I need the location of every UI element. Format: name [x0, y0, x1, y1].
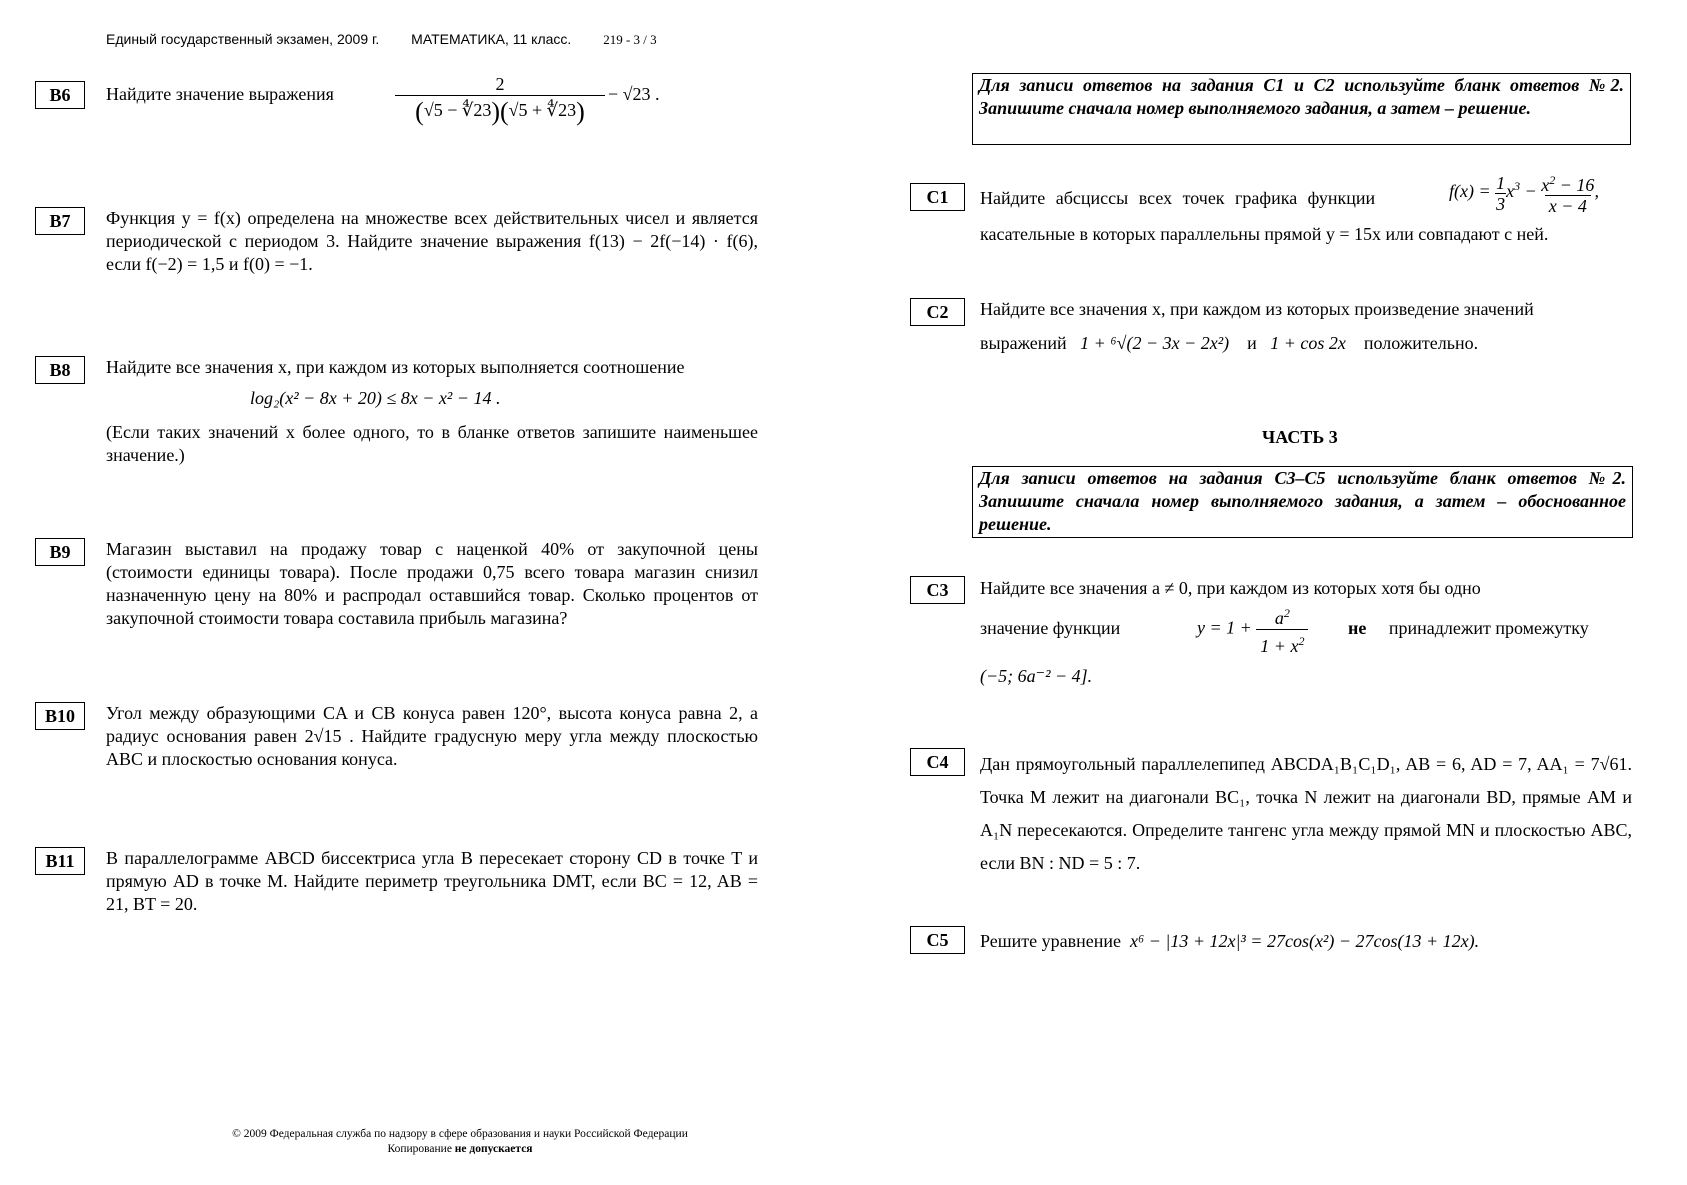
page-number: 219 - 3 / 3 — [603, 32, 657, 47]
c2-expr2: 1 + cos 2x — [1270, 333, 1346, 353]
b11-text: В параллелограмме ABCD биссектриса угла B пересекает сторону CD в точке T и прямую AD в точке M. Найдите периметр треугольника DMT, если BC = 12, AB = 21, BT = 20. — [106, 848, 758, 914]
footer-copy-forbidden: не допускается — [454, 1143, 533, 1155]
task-label-b6: B6 — [35, 81, 85, 109]
c2-expr1: 1 + ⁶√(2 − 3x − 2x²) — [1080, 333, 1230, 353]
footer-copy-line — [150, 1142, 770, 1157]
b6-denominator: (√5 − ∜23)(√5 + ∜23) — [395, 95, 605, 127]
task-label-b8: B8 — [35, 356, 85, 384]
b6-text: Найдите значение выражения — [106, 84, 334, 104]
b9-text: Магазин выставил на продажу товар с наценкой 40% от закупочной цены (стоимости единицы товара). После продажи 0,75 всего товара магазин снизил назначенную цену на 80% и распродал оставшийся товар. Сколько процентов от закупочной стоимости товара составила прибыль магазина? — [106, 539, 758, 628]
c3-interval: (−5; 6a⁻² − 4]. — [980, 666, 1093, 686]
c3-function: $y = 1 + a^2$ $1 + x^2$ — [1197, 602, 1308, 657]
task-label-c2: C2 — [910, 298, 965, 326]
task-label-b9: B9 — [35, 538, 85, 566]
task-label-c5: C5 — [910, 926, 965, 954]
b6-fraction — [395, 74, 605, 127]
c3-line2-end — [1348, 618, 1589, 639]
task-label-b7: B7 — [35, 207, 85, 235]
task-label-c4: C4 — [910, 748, 965, 776]
subject-title: МАТЕМАТИКА, 11 класс. — [411, 31, 572, 47]
c4-text: Дан прямоугольный параллелепипед ABCDA₁B₁C₁D₁, AB = 6, AD = 7, AA₁ = 7√61. Точка M лежит на диагонали BC₁, точка N лежит на диагонали BD, прямые AM и A₁N пересекаются. Определите тангенс угла между прямой MN и плоскостью ABC, если BN : ND = 5 : 7. — [980, 754, 1632, 873]
note-c3-c5: Для записи ответов на задания С3–С5 используйте бланк ответов №2. Запишите сначала номер выполняемого задания, а затем – обоснованное решение. — [972, 466, 1633, 538]
c1-text2: касательные в которых параллельны прямой y = 15x или совпадают с ней. — [980, 224, 1549, 244]
page-footer — [150, 1127, 770, 1157]
b10-text: Угол между образующими CA и CB конуса равен 120°, высота конуса равна 2, а радиус основания равен 2√15 . Найдите градусную меру угла между плоскостью ABC и плоскостью основания конуса. — [106, 703, 758, 769]
c3-text1: Найдите все значения a ≠ 0, при каждом из которых хотя бы одно — [980, 578, 1481, 598]
b6-numerator: 2 — [495, 74, 505, 94]
page-header — [106, 31, 685, 48]
c1-function: f(x) = 1 $3x^3 - x^2 - 16$ x − 4, — [1449, 172, 1599, 216]
c3-bold: не — [1348, 618, 1367, 638]
c5-equation: x⁶ − |13 + 12x|³ = 27cos(x²) − 27cos(13 + 12x). — [1129, 931, 1480, 951]
c2-and: и — [1247, 333, 1257, 353]
b7-text: Функция y = f(x) определена на множестве всех действительных чисел и является периодической с периодом 3. Найдите значение выражения f(13) − 2f(−14) · f(6), если f(−2) = 1,5 и f(0) = −1. — [106, 208, 758, 274]
task-label-b11: B11 — [35, 847, 85, 875]
b8-text2: (Если таких значений x более одного, то в бланке ответов запишите наименьшее значение.) — [106, 422, 758, 465]
exam-title: Единый государственный экзамен, 2009 г. — [106, 31, 380, 47]
c2-line2 — [980, 333, 1478, 354]
c5-text: Решите уравнение — [980, 931, 1121, 951]
c2-end: положительно. — [1363, 333, 1479, 353]
b8-text1: Найдите все значения x, при каждом из которых выполняется соотношение — [106, 357, 685, 377]
part-3-title: ЧАСТЬ 3 — [1262, 427, 1338, 447]
task-label-c1: C1 — [910, 183, 965, 211]
c3-text2: значение функции — [980, 618, 1121, 638]
c1-text1: Найдите абсциссы всех точек графика функции — [980, 188, 1376, 208]
c3-text3: принадлежит промежутку — [1388, 618, 1589, 638]
task-label-c3: C3 — [910, 576, 965, 604]
c2-text2: выражений — [980, 333, 1067, 353]
note-c1-c2: Для записи ответов на задания С1 и С2 используйте бланк ответов №2. Запишите сначала номер выполняемого задания, а затем – решение. — [972, 73, 1631, 145]
task-label-b10: B10 — [35, 702, 85, 730]
footer-copyright: © 2009 Федеральная служба по надзору в сфере образования и науки Российской Федерации — [232, 1128, 688, 1140]
c2-text1: Найдите все значения x, при каждом из которых произведение значений — [980, 299, 1534, 319]
c5-line — [980, 931, 1479, 952]
b8-formula: log₂(x² − 8x + 20) ≤ 8x − x² − 14 . — [250, 388, 501, 408]
footer-copy-label: Копирование — [387, 1143, 455, 1155]
b6-tail: − √23 . — [608, 84, 660, 104]
